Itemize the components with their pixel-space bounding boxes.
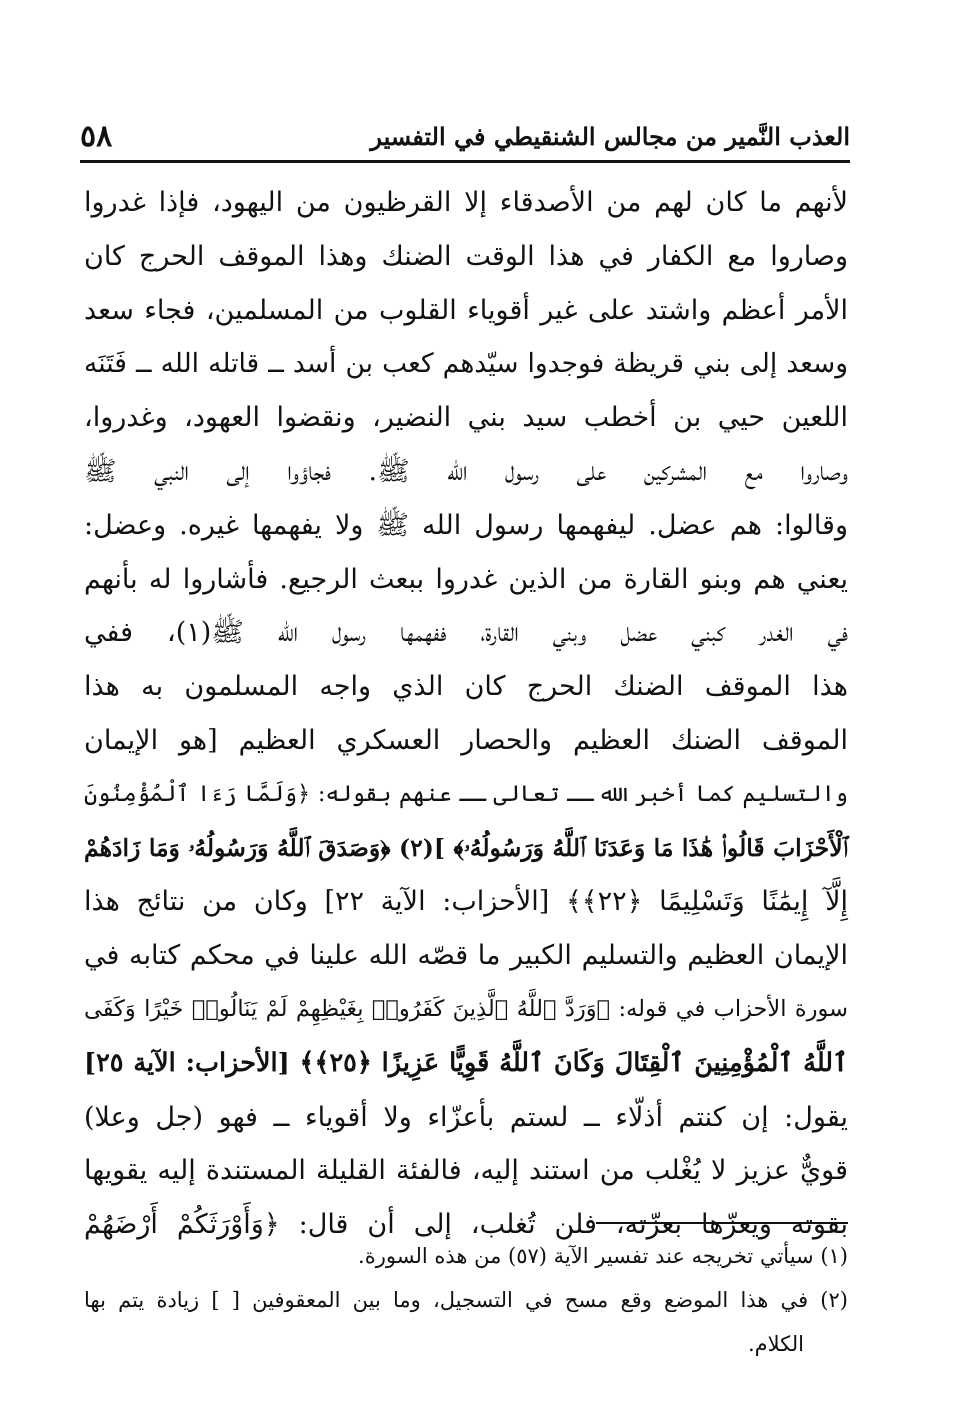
footnotes: [84, 1234, 848, 1366]
quran-verse-line: ٱللَّهُ ٱلْمُؤْمِنِينَ ٱلْقِتَالَ وَكَانَ ٱللَّهُ قَوِيًّا عَزِيزًا ﴿٢٥﴾﴾ [الأحزاب: الآية ٢٥]: [84, 1047, 848, 1078]
body-line: لأنهم ما كان لهم من الأصدقاء إلا القرظيون من اليهود، فإذا غدروا: [84, 187, 848, 218]
footnote-2: [84, 1278, 848, 1322]
footnote-1: [84, 1234, 848, 1278]
body-line: الإيمان العظيم والتسليم الكبير ما قصّه الله علينا في محكم كتابه في: [84, 940, 848, 972]
body-line: يقول: إن كنتم أذلّاء ــ لستم بأعزّاء ولا أقوياء ــ فهو (جل وعلا): [84, 1101, 848, 1133]
body-line: سورة الأحزاب في قوله: ﴿وَرَدَّ ٱللَّهُ ٱلَّذِينَ كَفَرُوا۟ بِغَيْظِهِمْ لَمْ يَنَالُوا۟ خَيْرًا وَكَفَى: [84, 995, 848, 1022]
body-line: في الغدر كبني عضل وبني القارة، ففهمها رسول الله ﷺ(١)، ففي: [84, 617, 848, 649]
footnote-text: في هذا الموضع وقع مسح في التسجيل، وما بين المعقوفين [ ] زيادة يتم بها: [84, 1288, 809, 1312]
footnote-text: سيأتي تخريجه عند تفسير الآية (٥٧) من هذه السورة.: [358, 1244, 814, 1268]
body-line: بقوته ويعزّها بعزّته، فلن تُغلب، إلى أن قال: ﴿وَأَوْرَثَكُمْ أَرْضَهُمْ: [84, 1209, 848, 1241]
header-rule: [80, 160, 850, 163]
body-text: [84, 176, 848, 1252]
footnote-separator: [596, 1222, 848, 1224]
body-line: وقالوا: هم عضل. ليفهمها رسول الله ﷺ ولا يفهمها غيره. وعضل:: [84, 509, 848, 541]
body-line: الأمر أعظم واشتد على غير أقوياء القلوب من المسلمين، فجاء سعد: [84, 294, 848, 326]
body-line: إِلَّآ إِيمَٰنًا وَتَسْلِيمًا ﴿٢٢﴾﴾ [الأحزاب: الآية ٢٢] وكان من نتائج هذا: [84, 886, 848, 918]
body-line: الموقف الضنك العظيم والحصار العسكري العظيم [هو الإيمان: [84, 724, 848, 756]
body-line: قويٌّ عزيز لا يُغْلب من استند إليه، فالفئة القليلة المستندة إليه يقويها: [84, 1155, 848, 1187]
footnote-2-continuation: الكلام.: [747, 1332, 804, 1356]
body-line: هذا الموقف الضنك الحرج كان الذي واجه المسلمون به هذا: [84, 671, 848, 703]
page-number: ٥٨: [80, 118, 113, 154]
page-header: [80, 112, 850, 160]
footnote-marker: (٢): [820, 1288, 848, 1312]
body-line: يعني هم وبنو القارة من الذين غدروا ببعث الرجيع. فأشاروا له بأنهم: [84, 563, 848, 595]
body-line: وصاروا مع المشركين على رسول الله ﷺ. فجاؤوا إلى النبي ﷺ: [84, 455, 848, 487]
quran-verse-line: ٱلْأَحْزَابَ قَالُوا۟ هَٰذَا مَا وَعَدَنَا ٱللَّهُ وَرَسُولُهُۥ﴾ ](٢) ﴿وَصَدَقَ ٱللَّهُ وَرَسُولُهُۥ وَمَا زَادَهُمْ: [84, 833, 848, 862]
footnote-marker: (١): [820, 1244, 848, 1268]
body-line: والتسليم كما أخبر الله ــ تعالى ــ عنهم بقوله: ﴿وَلَمَّا رَءَا ٱلْمُؤْمِنُونَ: [84, 780, 848, 807]
body-line: وسعد إلى بني قريظة فوجدوا سيّدهم كعب بن أسد ــ قاتله الله ــ فَتَنَه: [84, 348, 848, 380]
running-title: العذب النَّمير من مجالس الشنقيطي في التفسير: [370, 121, 850, 151]
body-line: اللعين حيي بن أخطب سيد بني النضير، ونقضوا العهود، وغدروا،: [84, 402, 848, 434]
body-line: وصاروا مع الكفار في هذا الوقت الضنك وهذا الموقف الحرج كان: [84, 240, 848, 272]
